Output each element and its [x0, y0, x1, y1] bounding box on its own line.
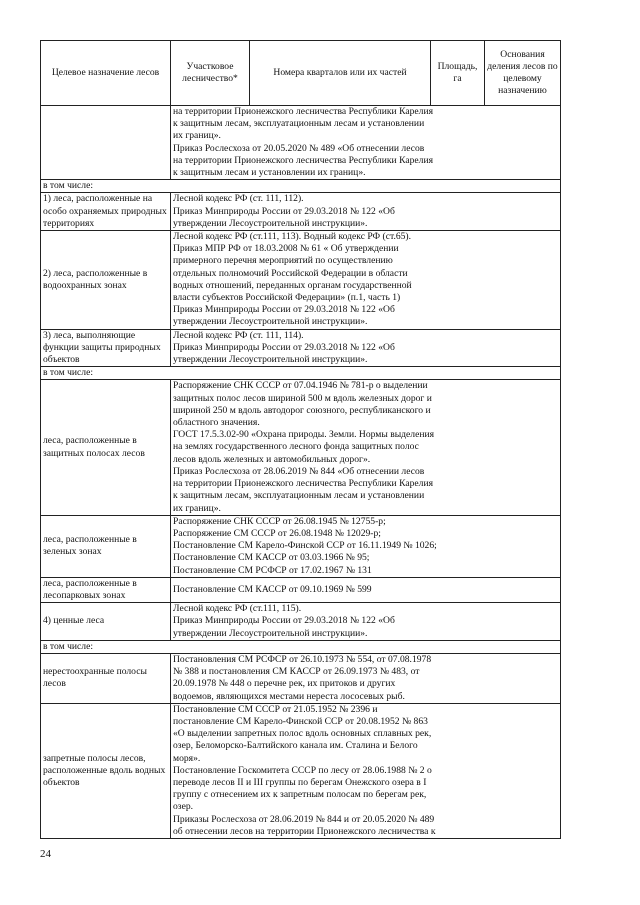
table-row — [41, 577, 561, 602]
table-row — [41, 193, 561, 231]
page-number: 24 — [40, 848, 51, 860]
basis-cell — [171, 106, 561, 180]
section-label: в том числе: — [41, 180, 561, 193]
table-row — [41, 329, 561, 367]
section-row — [41, 367, 561, 380]
table-row — [41, 231, 561, 330]
header-purpose: Целевое назначение лесов — [41, 41, 171, 106]
basis-cell — [171, 577, 561, 602]
basis-line: озер. — [173, 801, 194, 813]
table-body — [41, 106, 561, 839]
basis-line: Распоряжение СНК СССР от 07.04.1946 № 781-р о выделении — [173, 380, 428, 392]
basis-line: к защитным лесам, эксплуатационным лесам и установлении — [173, 490, 425, 502]
basis-line: «О выделении запретных полос вдоль основных сплавных рек, — [173, 728, 432, 740]
basis-line: примерного перечня мероприятий по осуществлению — [173, 255, 393, 267]
basis-line: № 388 и постановления СМ КАССР от 26.09.1973 № 483, от — [173, 666, 420, 678]
basis-line: областного значения. — [173, 417, 260, 429]
header-quarters: Номера кварталов или их частей — [250, 41, 431, 106]
basis-line: группу с отнесением их к запретным полосам по берегам рек, — [173, 789, 427, 801]
purpose-cell: 2) леса, расположенные в водоохранных зонах — [41, 231, 171, 330]
basis-line: власти субъектов Российской Федерации» (п.1, часть 1) — [173, 292, 401, 304]
basis-line: Постановление СМ СССР от 21.05.1952 № 2396 и — [173, 703, 378, 715]
basis-cell — [171, 231, 561, 330]
basis-line: на территории Прионежского лесничества Республики Карелия — [173, 106, 434, 117]
basis-line: на территории Прионежского лесничества Республики Карелия — [173, 154, 434, 166]
basis-line: Постановление СМ КАССР от 09.10.1969 № 599 — [173, 583, 372, 595]
basis-cell — [171, 329, 561, 367]
basis-line: ГОСТ 17.5.3.02-90 «Охрана природы. Земли. Нормы выделения — [173, 429, 435, 441]
basis-line: шириной 250 м вдоль автодорог союзного, республиканского и — [173, 404, 431, 416]
basis-line: на землях государственного лесного фонда защитных полос — [173, 441, 419, 453]
basis-line: Приказы Рослесхоза от 28.06.2019 № 844 и от 20.05.2020 № 489 — [173, 813, 435, 825]
basis-cell — [171, 515, 561, 577]
purpose-cell: запретные полосы лесов, расположенные вдоль водных объектов — [41, 703, 171, 838]
basis-line: Приказ Минприроды России от 29.03.2018 № 122 «Об — [173, 341, 395, 353]
basis-line: к защитным лесам и установлении их границ». — [173, 167, 366, 179]
basis-line: Приказ Рослесхоза от 28.06.2019 № 844 «Об отнесении лесов — [173, 465, 425, 477]
basis-line: водных отношений, переданных органам государственной — [173, 279, 412, 291]
basis-line: водоемов, являющихся местами нереста лососевых рыб. — [173, 690, 405, 702]
basis-line: Лесной кодекс РФ (ст.111, 113). Водный кодекс РФ (ст.65). — [173, 231, 412, 243]
basis-cell — [171, 380, 561, 515]
basis-line: об отнесении лесов на территории Прионежского лесничества к — [173, 825, 436, 837]
purpose-cell — [41, 106, 171, 180]
basis-line: к защитным лесам, эксплуатационным лесам и установлении — [173, 118, 425, 130]
purpose-cell: 4) ценные леса — [41, 603, 171, 641]
forest-purpose-table — [40, 40, 561, 839]
basis-line: Приказ МПР РФ от 18.03.2008 № 61 « Об утверждении — [173, 243, 399, 255]
basis-line: Распоряжение СМ СССР от 26.08.1948 № 12029-р; — [173, 527, 381, 539]
header-district: Участковое лесничество* — [171, 41, 250, 106]
purpose-cell: 3) леса, выполняющие функции защиты природных объектов — [41, 329, 171, 367]
section-label: в том числе: — [41, 367, 561, 380]
header-area: Площадь, га — [431, 41, 485, 106]
basis-line: Постановление СМ РСФСР от 17.02.1967 № 131 — [173, 564, 372, 576]
basis-line: их границ». — [173, 130, 221, 142]
basis-line: Лесной кодекс РФ (ст. 111, 112). — [173, 193, 304, 205]
purpose-cell: 1) леса, расположенные на особо охраняемых природных территориях — [41, 193, 171, 231]
header-basis: Основания деления лесов по целевому назначению — [485, 41, 561, 106]
basis-line: озер, Беломорско-Балтийского канала им. Сталина и Белого — [173, 740, 418, 752]
basis-line: Приказ Минприроды России от 29.03.2018 № 122 «Об — [173, 304, 395, 316]
purpose-cell: леса, расположенные в защитных полосах лесов — [41, 380, 171, 515]
table-row — [41, 603, 561, 641]
table-row — [41, 380, 561, 515]
basis-line: Постановления СМ РСФСР от 26.10.1973 № 554, от 07.08.1978 — [173, 653, 432, 665]
basis-line: Приказ Минприроды России от 29.03.2018 № 122 «Об — [173, 205, 395, 217]
basis-cell — [171, 193, 561, 231]
table-row — [41, 106, 561, 180]
table-row — [41, 515, 561, 577]
basis-cell — [171, 603, 561, 641]
basis-line: утверждении Лесоустроительной инструкции». — [173, 627, 368, 639]
basis-line: утверждении Лесоустроительной инструкции». — [173, 354, 368, 366]
basis-line: моря». — [173, 752, 201, 764]
purpose-cell: леса, расположенные в зеленых зонах — [41, 515, 171, 577]
basis-line: отдельных полномочий Российской Федерации в области — [173, 267, 408, 279]
basis-cell — [171, 653, 561, 703]
basis-line: Приказ Минприроды России от 29.03.2018 № 122 «Об — [173, 615, 395, 627]
basis-line: Постановление СМ КАССР от 03.03.1966 № 95; — [173, 552, 370, 564]
basis-line: Постановление СМ Карело-Финской ССР от 16.11.1949 № 1026; — [173, 540, 437, 552]
basis-line: лесов вдоль железных и автомобильных дорог». — [173, 453, 371, 465]
basis-line: на территории Прионежского лесничества Республики Карелия — [173, 478, 434, 490]
basis-line: переводе лесов II и III группы по берегам Онежского озера в I — [173, 776, 427, 788]
basis-line: Распоряжение СНК СССР от 26.08.1945 № 12755-р; — [173, 515, 386, 527]
table-header-row — [41, 41, 561, 106]
basis-line: постановление СМ Карело-Финской ССР от 20.08.1952 № 863 — [173, 715, 428, 727]
basis-line: защитных полос лесов шириной 500 м вдоль железных дорог и — [173, 392, 432, 404]
basis-line: Лесной кодекс РФ (ст.111, 115). — [173, 603, 302, 615]
basis-line: Лесной кодекс РФ (ст. 111, 114). — [173, 329, 304, 341]
section-label: в том числе: — [41, 640, 561, 653]
basis-line: 20.09.1978 № 448 о перечне рек, их притоков и других — [173, 678, 396, 690]
table-row — [41, 703, 561, 838]
basis-line: Приказ Рослесхоза от 20.05.2020 № 489 «Об отнесении лесов — [173, 142, 425, 154]
basis-line: утверждении Лесоустроительной инструкции». — [173, 316, 368, 328]
table-row — [41, 653, 561, 703]
basis-line: их границ». — [173, 502, 221, 514]
purpose-cell: нерестоохранные полосы лесов — [41, 653, 171, 703]
basis-line: утверждении Лесоустроительной инструкции». — [173, 217, 368, 229]
basis-line: Постановление Госкомитета СССР по лесу от 28.06.1988 № 2 о — [173, 764, 432, 776]
purpose-cell: леса, расположенные в лесопарковых зонах — [41, 577, 171, 602]
basis-cell — [171, 703, 561, 838]
section-row — [41, 180, 561, 193]
section-row — [41, 640, 561, 653]
